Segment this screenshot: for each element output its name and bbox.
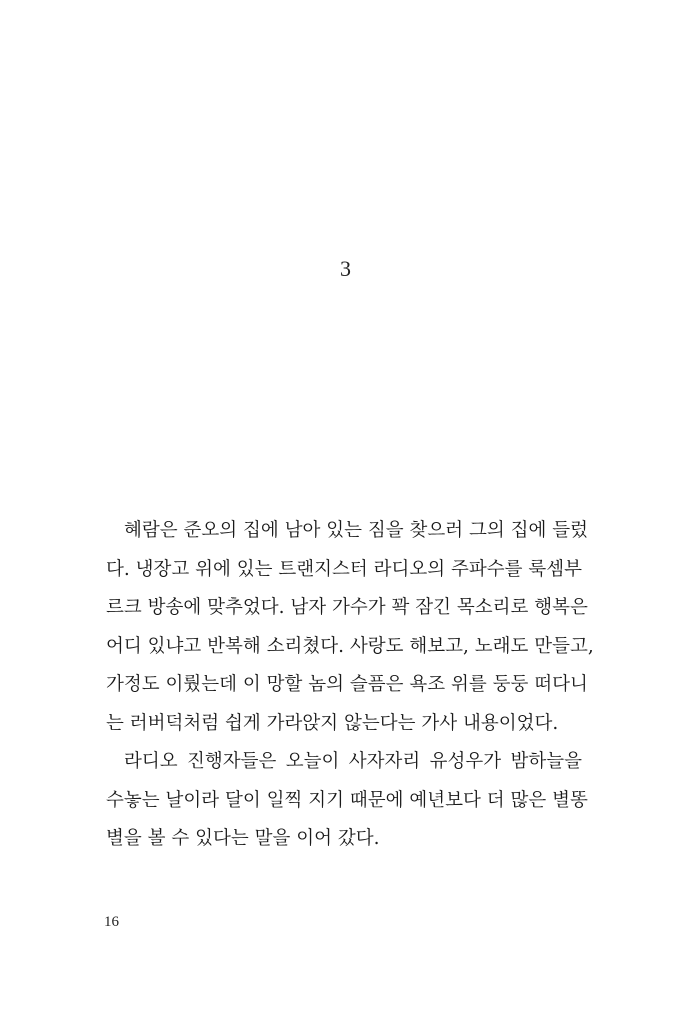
text-line: 수놓는 날이라 달이 일찍 지기 때문에 예년보다 더 많은 별똥 [106,789,588,811]
text-line: 르크 방송에 맞추었다. 남자 가수가 꽉 잠긴 목소리로 행복은 [106,597,588,618]
chapter-number: 3 [340,256,351,281]
text-line: 가정도 이뤘는데 이 망할 놈의 슬픔은 욕조 위를 둥둥 떠다니 [106,674,588,695]
text-line: 라디오 진행자들은 오늘이 사자자리 유성우가 밤하늘을 [124,751,582,772]
paragraph-2 [106,743,588,859]
text-line: 는 러버덕처럼 쉽게 가라앉지 않는다는 가사 내용이었다. [106,712,559,734]
body-text [106,512,594,859]
page-number: 16 [104,914,119,930]
text-line: 별을 볼 수 있다는 말을 이어 갔다. [106,828,380,849]
text-line: 혜람은 준오의 집에 남아 있는 짐을 찾으러 그의 집에 들렀 [124,520,588,541]
text-line: 다. 냉장고 위에 있는 트랜지스터 라디오의 주파수를 룩셈부 [106,558,582,580]
paragraph-1 [106,512,594,743]
text-line: 어디 있냐고 반복해 소리쳤다. 사랑도 해보고, 노래도 만들고, [106,635,594,657]
